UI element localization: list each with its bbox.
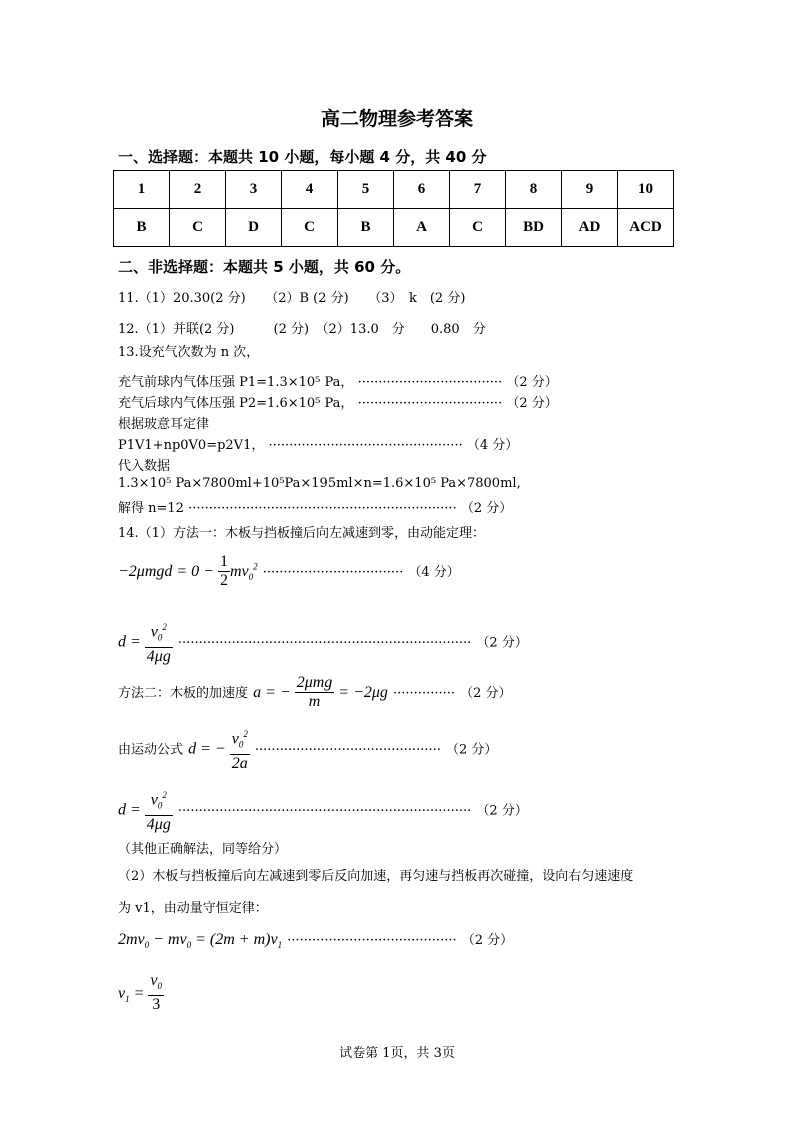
score-label: （2 分） xyxy=(476,635,528,651)
score-label: （2 分） xyxy=(506,396,558,411)
table-row-numbers xyxy=(114,171,674,209)
table-cell-answer: C xyxy=(450,209,506,247)
leader-dots: ············································· xyxy=(254,742,441,758)
leader-dots: ········································· xyxy=(287,933,457,948)
table-cell-number: 8 xyxy=(506,171,562,209)
table-cell-answer: B xyxy=(338,209,394,247)
table-cell-number: 3 xyxy=(226,171,282,209)
score-label: （2 分） xyxy=(460,501,513,516)
table-cell-answer: BD xyxy=(506,209,562,247)
alternative-note: （其他正确解法，同等给分） xyxy=(118,842,288,857)
leader-dots: ·································· xyxy=(262,565,404,580)
q13-text: 解得 n=12 xyxy=(118,501,184,516)
table-cell-answer: ACD xyxy=(618,209,674,247)
q14-intro: 14.（1）方法一：木板与挡板撞后向左减速到零，由动能定理： xyxy=(118,526,485,541)
equation-distance-1: d = $\frac{v_0^2}{4\mu g}$ ······································································· （2 分） xyxy=(118,618,528,666)
page-footer: 试卷第 1页，共 3页 xyxy=(339,1046,455,1061)
q13-line-3: 根据玻意耳定律 xyxy=(118,417,210,432)
motion-formula-line: 由运动公式 d = − $\frac{v_0^2}{2a}$ ············································· （2 分） xyxy=(118,725,497,773)
leader-dots: ··································· xyxy=(357,375,503,390)
leader-dots: ······································································· xyxy=(177,803,472,819)
table-cell-answer: C xyxy=(282,209,338,247)
equation-distance-2: d = $\frac{v_0^2}{4\mu g}$ ······································································· （2 分） xyxy=(118,786,528,834)
q12-answer: 12.（1）并联(2 分) (2 分) （2）13.0 分 0.80 分 xyxy=(118,322,486,337)
leader-dots: ··············· xyxy=(393,686,456,701)
motion-label: 由运动公式 xyxy=(118,742,184,758)
q13-text: P1V1+np0V0=p2V1， xyxy=(118,438,265,453)
table-cell-number: 5 xyxy=(338,171,394,209)
answer-table xyxy=(113,170,674,247)
table-cell-answer: A xyxy=(394,209,450,247)
score-label: （4 分） xyxy=(408,565,460,580)
leader-dots: ································································· xyxy=(188,501,457,516)
table-cell-number: 2 xyxy=(170,171,226,209)
equation-v1: $v_1$ = $\frac{v_0}{3}$ xyxy=(118,972,163,1014)
page-title: 高二物理参考答案 xyxy=(320,108,473,130)
q13-line-7 xyxy=(118,497,512,516)
score-label: （2 分） xyxy=(476,803,528,819)
equation-momentum: $2mv_0 - mv_0 = (2m + m)v_1$ ········································· （2 分） xyxy=(118,931,514,951)
table-cell-answer: C xyxy=(170,209,226,247)
table-cell-answer: AD xyxy=(562,209,618,247)
leader-dots: ··································· xyxy=(357,396,503,411)
table-cell-number: 7 xyxy=(450,171,506,209)
q13-line-4 xyxy=(118,434,518,453)
table-cell-number: 1 xyxy=(114,171,170,209)
q13-line-6: 1.3×10⁵ Pa×7800ml+10⁵Pa×195ml×n=1.6×10⁵ Pa×7800ml, xyxy=(118,476,521,491)
table-cell-answer: D xyxy=(226,209,282,247)
table-cell-number: 10 xyxy=(618,171,674,209)
table-row-answers xyxy=(114,209,674,247)
score-label: （4 分） xyxy=(466,438,519,453)
score-label: （2 分） xyxy=(445,742,498,758)
leader-dots: ······································································· xyxy=(177,635,472,651)
q11-answer: 11.（1）20.30(2 分) （2）B (2 分) （3） k (2 分) xyxy=(118,291,466,306)
q14-part2-line-2: 为 v1，由动量守恒定律： xyxy=(118,901,268,916)
q13-line-2 xyxy=(118,392,558,411)
section-1-heading: 一、选择题：本题共 10 小题，每小题 4 分，共 40 分 xyxy=(118,148,487,166)
score-label: （2 分） xyxy=(460,686,512,701)
score-label: （2 分） xyxy=(506,375,558,390)
section-2-heading: 二、非选择题：本题共 5 小题，共 60 分。 xyxy=(118,258,411,276)
score-label: （2 分） xyxy=(461,933,514,948)
q13-text: 充气前球内气体压强 P1=1.3×10⁵ Pa， xyxy=(118,375,354,390)
table-cell-number: 9 xyxy=(562,171,618,209)
method-2-label: 方法二：木板的加速度 xyxy=(118,686,249,701)
equation-energy: −2μmgd = 0 − $\frac{1}{2}$ $mv_0^2$ ·································· （4 分） xyxy=(118,553,460,589)
q13-line-5: 代入数据 xyxy=(118,459,171,474)
q14-part2-line-1: （2）木板与挡板撞后向左减速到零后反向加速，再匀速与挡板再次碰撞，设向右匀速速度 xyxy=(118,869,634,884)
q13-text: 充气后球内气体压强 P2=1.6×10⁵ Pa， xyxy=(118,396,354,411)
table-cell-number: 4 xyxy=(282,171,338,209)
table-cell-answer: B xyxy=(114,209,170,247)
leader-dots: ··············································· xyxy=(268,438,463,453)
q13-intro: 13.设充气次数为 n 次， xyxy=(118,345,260,360)
q13-line-1 xyxy=(118,371,558,390)
method-2-line: 方法二：木板的加速度 a = − $\frac{\text{2μmg}}{m}$ = −2μg ··············· （2 分） xyxy=(118,674,512,710)
table-cell-number: 6 xyxy=(394,171,450,209)
